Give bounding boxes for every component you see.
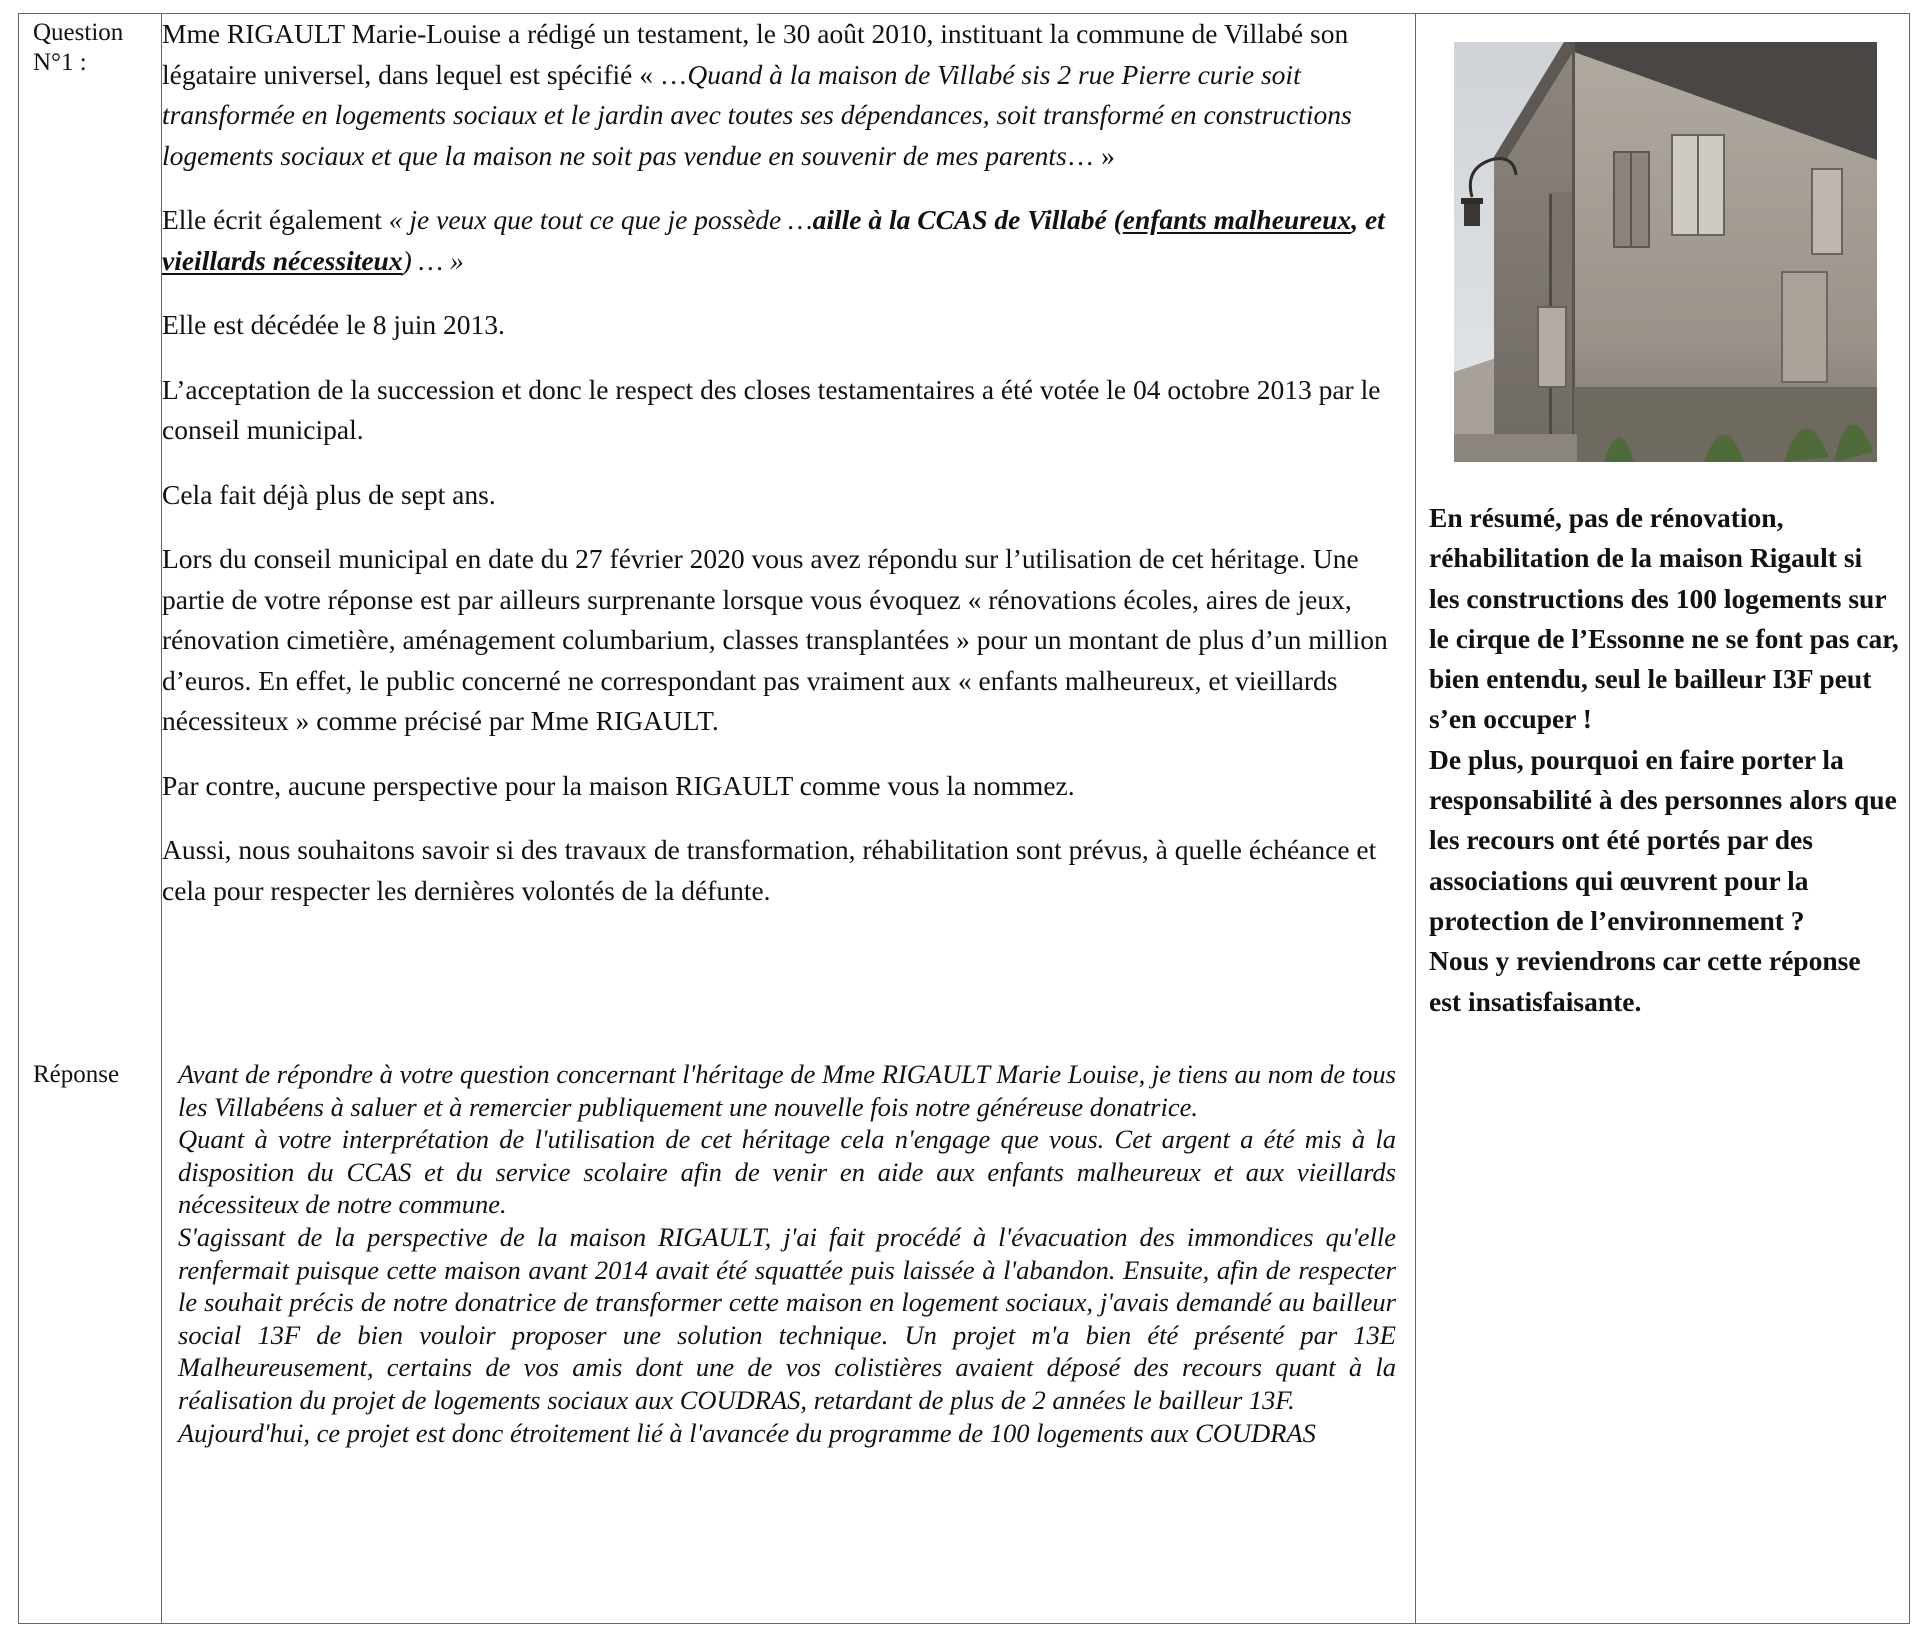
comment-paragraph-3: Nous y reviendrons car cette réponse est insatisfaisante. — [1429, 945, 1861, 1017]
response-paragraph-1: Avant de répondre à votre question concernant l'héritage de Mme RIGAULT Marie Louise, je tiens au nom de tous les Villabéens à saluer et à remercier publiquement une nouvelle fois notre généreuse donatrice. — [178, 1059, 1396, 1122]
question-label: Question N°1 : — [33, 19, 124, 76]
response-paragraph-3: S'agissant de la perspective de la maison RIGAULT, j'ai fait procédé à l'évacuation des immondices qu'elle renfermait puisque cette maison avant 2014 avait été squattée puis laissée à l'abandon. Ensuite, afin de respecter le souhait précis de notre donatrice de transformer cette maison en logement sociaux, j'avais demandé au bailleur social 13F de bien vouloir proposer une solution technique. Un projet m'a bien été présenté par 13E Malheureusement, certains de vos amis dont une de vos colistières avaient déposé des recours quant à la réalisation du projet de logements sociaux aux COUDRAS, retardant de plus de 2 années le bailleur 13F. — [178, 1221, 1396, 1415]
main-column — [162, 14, 1416, 1624]
question-paragraph-5: Cela fait déjà plus de sept ans. — [162, 478, 496, 510]
question-paragraph-2: Elle écrit également « je veux que tout ce que je possède …aille à la CCAS de Villabé (enfants malheureux, et vieillards nécessiteux) … » — [162, 204, 1385, 276]
comment-column — [1416, 14, 1910, 1624]
question-paragraph-1: Mme RIGAULT Marie-Louise a rédigé un testament, le 30 août 2010, instituant la commune de Villabé son légataire universel, dans lequel est spécifié « …Quand à la maison de Villabé sis 2 rue Pierre curie soit transformée en logements sociaux et le jardin avec toutes ses dépendances, soit transformé en constructions logements sociaux et que la maison ne soit pas vendue en souvenir de mes parents… » — [162, 18, 1352, 171]
question-paragraph-6: Lors du conseil municipal en date du 27 février 2020 vous avez répondu sur l’utilisation de cet héritage. Une partie de votre réponse est par ailleurs surprenante lorsque vous évoquez « rénovations écoles, aires de jeux, rénovation cimetière, aménagement columbarium, classes transplantées » pour un montant de plus d’un million d’euros. En effet, le public concerné ne correspondant pas vraiment aux « enfants malheureux, et vieillards nécessiteux » comme précisé par Mme RIGAULT. — [162, 543, 1388, 736]
house-photo — [1454, 42, 1877, 462]
comment-text — [1429, 498, 1899, 1022]
question-paragraph-4: L’acceptation de la succession et donc le respect des closes testamentaires a été votée le 04 octobre 2013 par le conseil municipal. — [162, 373, 1381, 445]
label-column — [19, 14, 162, 1624]
question-paragraph-8: Aussi, nous souhaitons savoir si des travaux de transformation, réhabilitation sont prévus, à quelle échéance et cela pour respecter les dernières volontés de la défunte. — [162, 834, 1377, 906]
comment-paragraph-1: En résumé, pas de rénovation, réhabilitation de la maison Rigault si les constructions des 100 logements sur le cirque de l’Essonne ne se font pas car, bien entendu, seul le bailleur I3F peut s’en occuper ! — [1429, 502, 1899, 735]
comment-paragraph-2: De plus, pourquoi en faire porter la responsabilité à des personnes alors que les recours ont été portés par des associations qui œuvrent pour la protection de l’environnement ? — [1429, 743, 1897, 936]
response-paragraph-4: Aujourd'hui, ce projet est donc étroitement lié à l'avancée du programme de 100 logements aux COUDRAS — [178, 1417, 1316, 1448]
response-paragraph-2: Quant à votre interprétation de l'utilisation de cet héritage cela n'engage que vous. Cet argent a été mis à la disposition du CCAS et du service scolaire afin de venir en aide aux enfants malheureux et aux vieillards nécessiteux de notre commune. — [178, 1124, 1396, 1220]
response-text — [178, 1058, 1396, 1449]
question-table — [18, 13, 1910, 1624]
question-paragraph-3: Elle est décédée le 8 juin 2013. — [162, 309, 505, 340]
response-label: Réponse — [33, 1061, 120, 1088]
question-paragraph-7: Par contre, aucune perspective pour la maison RIGAULT comme vous la nommez. — [162, 769, 1075, 801]
